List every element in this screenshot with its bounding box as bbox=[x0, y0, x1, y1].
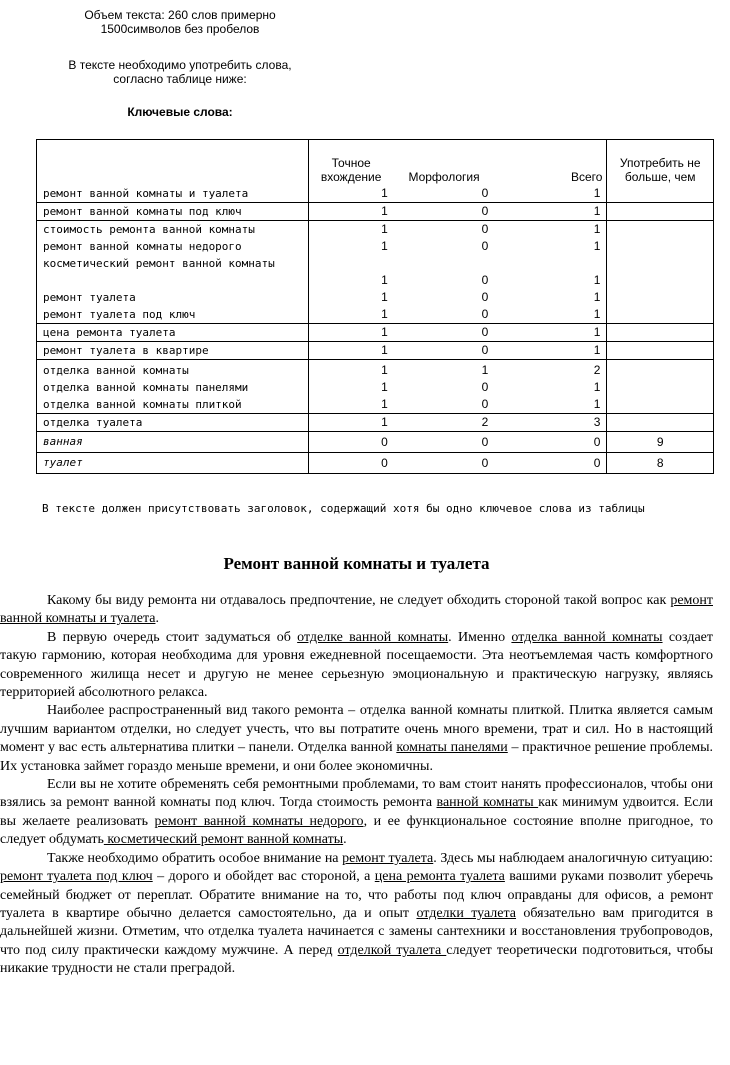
row-total: 1 bbox=[494, 379, 607, 396]
row-phrase: стоимость ремонта ванной комнаты bbox=[37, 221, 309, 239]
row-limit bbox=[607, 360, 714, 380]
row-limit bbox=[607, 203, 714, 221]
row-exact: 1 bbox=[308, 414, 394, 432]
row-exact: 0 bbox=[381, 456, 388, 470]
header-morphology: Морфология bbox=[408, 170, 480, 184]
row-morphology: 0 bbox=[394, 396, 495, 414]
row-limit bbox=[607, 342, 714, 360]
row-phrase: отделка туалета bbox=[37, 414, 309, 432]
table-row bbox=[37, 414, 714, 432]
keyword-link: комнаты панелями bbox=[396, 740, 508, 756]
row-total: 1 bbox=[494, 221, 607, 239]
row-phrase: цена ремонта туалета bbox=[37, 324, 309, 342]
paragraph-4: Если вы не хотите обременять себя ремонтными проблемами, то вам стоит нанять профессионалов, чтобы они взялись за ремонт ванной комнаты под ключ. Тогда стоимость ремонта ванной комнаты как минимум удвоится. Если вы желаете реализовать ремонт ванной комнаты недорого, и ее функциональное состояние вполне пригодное, то следует обдумать косметический ремонт ванной комнаты. bbox=[0, 777, 713, 848]
row-exact: 1 bbox=[381, 222, 388, 236]
keyword-link: косметический ремонт ванной комнаты bbox=[103, 832, 344, 848]
article-body bbox=[0, 592, 713, 979]
table-row bbox=[37, 289, 714, 306]
header-total: Всего bbox=[494, 140, 607, 186]
row-limit bbox=[607, 185, 714, 203]
row-morphology: 0 bbox=[394, 203, 495, 221]
row-exact: 1 bbox=[308, 306, 394, 324]
table-row bbox=[37, 396, 714, 414]
instruction-info bbox=[40, 58, 320, 86]
row-total: 1 bbox=[593, 239, 601, 253]
row-exact: 1 bbox=[381, 290, 388, 304]
row-phrase: ремонт ванной комнаты недорого bbox=[43, 240, 242, 253]
row-morphology: 0 bbox=[481, 222, 489, 236]
row-limit bbox=[607, 306, 714, 324]
row-morphology: 0 bbox=[481, 456, 489, 470]
row-morphology: 1 bbox=[481, 363, 489, 377]
text-volume-info bbox=[40, 8, 320, 36]
instruction-line-1: В тексте необходимо употребить слова, bbox=[68, 58, 292, 72]
keyword-link: ремонт ванной комнаты и туалета bbox=[0, 593, 713, 627]
row-limit bbox=[607, 289, 714, 306]
table-row bbox=[37, 306, 714, 324]
row-phrase: ремонт туалета в квартире bbox=[37, 342, 309, 360]
row-total: 1 bbox=[494, 203, 607, 221]
row-exact: 1 bbox=[381, 380, 388, 394]
row-phrase-2: косметический ремонт ванной комнаты bbox=[43, 257, 275, 270]
paragraph-5: Также необходимо обратить особое внимание на ремонт туалета. Здесь мы наблюдаем аналогичную ситуацию: ремонт туалета под ключ – дорого и обойдет вас стороной, а цена ремонта туалета вашими руками позволит уберечь семейный бюджет от переплат. Обратите внимание на то, что работы под ключ оправданы для офисов, а ремонт туалета в квартире обычно делается самостоятельно, да и опыт отделки туалета обязательно вам пригодится в дальнейшей жизни. Отметим, что отделка туалета начинается с замены сантехники и восстановления трубопроводов, что под силу практически каждому мужчине. А перед отделкой туалета следует теоретически подготовиться, чтобы никакие трудности не стали преградой. bbox=[0, 850, 714, 977]
keyword-link: отделкой туалета bbox=[337, 942, 447, 958]
paragraph-3: Наиболее распространенный вид такого ремонта – отделка ванной комнаты плиткой. Плитка является самым лучшим вариантом отделки, но следует учесть, что вы потратите очень много времени, трат и сил. Но в настоящий момент у вас есть альтернатива плитки – панели. Отделка ванной комнаты панелями – практичное решение проблемы. Их установка займет гораздо меньше времени, и они более экономичны. bbox=[0, 703, 713, 774]
row-morphology: 2 bbox=[394, 414, 495, 432]
table-row bbox=[37, 379, 714, 396]
row-total: 1 bbox=[494, 185, 607, 203]
row-limit bbox=[607, 324, 714, 342]
table-row bbox=[37, 342, 714, 360]
row-phrase: ремонт ванной комнаты и туалета bbox=[37, 185, 309, 203]
table-row bbox=[37, 453, 714, 474]
row-morphology: 0 bbox=[481, 239, 489, 253]
instruction-line-2: согласно таблице ниже: bbox=[113, 72, 247, 86]
row-total-2: 1 bbox=[593, 273, 601, 287]
row-limit bbox=[607, 379, 714, 396]
row-morphology: 0 bbox=[481, 290, 489, 304]
row-exact-2: 1 bbox=[381, 273, 388, 287]
article-title: Ремонт ванной комнаты и туалета bbox=[223, 554, 490, 573]
row-phrase: ремонт туалета bbox=[37, 289, 309, 306]
row-exact: 1 bbox=[381, 239, 388, 253]
row-morphology: 0 bbox=[394, 306, 495, 324]
heading-requirement-note: В тексте должен присутствовать заголовок, содержащий хотя бы одно ключевое слова из таблицы bbox=[42, 502, 645, 515]
keyword-link: отделки туалета bbox=[416, 905, 517, 921]
row-total: 1 bbox=[494, 342, 607, 360]
table-row bbox=[37, 360, 714, 380]
keywords-table bbox=[36, 139, 714, 474]
row-morphology: 0 bbox=[394, 342, 495, 360]
row-total: 1 bbox=[494, 324, 607, 342]
keyword-link: цена ремонта туалета bbox=[374, 869, 505, 885]
volume-line-1: Объем текста: 260 слов примерно bbox=[84, 8, 276, 22]
row-exact: 1 bbox=[308, 324, 394, 342]
row-morphology: 0 bbox=[394, 432, 495, 453]
row-limit: 8 bbox=[656, 456, 664, 470]
row-limit bbox=[607, 221, 714, 239]
row-limit: 9 bbox=[607, 432, 714, 453]
header-limit: Употребить не больше, чем bbox=[619, 156, 701, 184]
row-exact: 1 bbox=[308, 342, 394, 360]
row-phrase: ванная bbox=[37, 432, 309, 453]
row-morphology: 0 bbox=[394, 324, 495, 342]
row-limit bbox=[607, 238, 714, 289]
header-phrase bbox=[37, 140, 309, 186]
row-phrase: отделка ванной комнаты плиткой bbox=[37, 396, 309, 414]
table-row bbox=[37, 185, 714, 203]
table-header-row bbox=[37, 140, 714, 186]
row-limit bbox=[607, 414, 714, 432]
volume-line-2: 1500символов без пробелов bbox=[100, 22, 260, 36]
paragraph-2: В первую очередь стоит задуматься об отделке ванной комнаты. Именно отделка ванной комнаты создает такую гармонию, которая необходима для уровня ежедневной посещаемости. Эта неотъемлемая часть комфортного современного жилища несет и другую не менее серьезную эмоциональную и практическую нагрузку, являясь территорией абсолютного релакса. bbox=[0, 629, 713, 701]
row-exact: 1 bbox=[308, 396, 394, 414]
row-total: 0 bbox=[494, 453, 607, 474]
keyword-link: ремонт туалета под ключ bbox=[0, 869, 153, 885]
row-total: 0 bbox=[494, 432, 607, 453]
table-row bbox=[37, 432, 714, 453]
keyword-link: отделке ванной комнаты bbox=[297, 629, 449, 645]
row-total: 1 bbox=[494, 289, 607, 306]
row-total: 1 bbox=[494, 306, 607, 324]
header-exact: Точное вхождение bbox=[320, 156, 382, 184]
keyword-link: отделка ванной комнаты bbox=[511, 629, 663, 645]
row-total: 1 bbox=[494, 396, 607, 414]
table-row bbox=[37, 238, 714, 289]
row-total: 2 bbox=[494, 360, 607, 380]
row-phrase: отделка ванной комнаты панелями bbox=[37, 379, 309, 396]
table-row bbox=[37, 203, 714, 221]
table-row bbox=[37, 221, 714, 239]
row-exact: 1 bbox=[308, 203, 394, 221]
row-morphology: 0 bbox=[481, 380, 489, 394]
row-morphology-2: 0 bbox=[481, 273, 489, 287]
row-phrase: отделка ванной комнаты bbox=[37, 360, 309, 380]
keywords-title: Ключевые слова: bbox=[127, 105, 233, 119]
row-morphology: 0 bbox=[394, 185, 495, 203]
row-phrase: ремонт туалета под ключ bbox=[37, 306, 309, 324]
keyword-link: ванной комнаты bbox=[436, 795, 539, 811]
paragraph-1: Какому бы виду ремонта ни отдавалось предпочтение, не следует обходить стороной такой вопрос как ремонт ванной комнаты и туалета. bbox=[0, 593, 713, 627]
row-total: 3 bbox=[494, 414, 607, 432]
row-phrase: ремонт ванной комнаты под ключ bbox=[37, 203, 309, 221]
keyword-link: ремонт ванной комнаты недорого bbox=[154, 813, 364, 829]
table-row bbox=[37, 324, 714, 342]
row-exact: 1 bbox=[381, 363, 388, 377]
row-limit bbox=[607, 396, 714, 414]
keyword-link: ремонт туалета bbox=[342, 850, 434, 866]
row-exact: 1 bbox=[308, 185, 394, 203]
row-phrase: туалет bbox=[37, 453, 309, 474]
row-exact: 0 bbox=[308, 432, 394, 453]
